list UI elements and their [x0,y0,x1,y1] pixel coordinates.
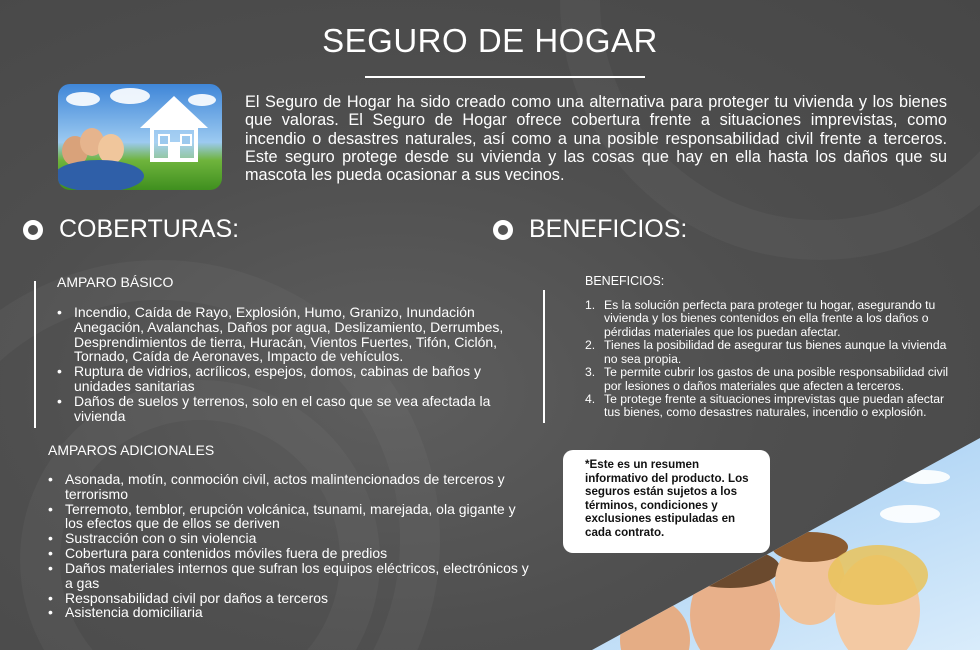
intro-paragraph: El Seguro de Hogar ha sido creado como una alternativa para proteger tu vivienda y los bienes que valoras. El Seguro de Hogar ofrece cobertura frente a situaciones imprevistas, como incendio o desastres naturales, así como a una posible responsabilidad civil frente a terceros. Este seguro protege desde su vivienda y las cosas que hay en ella hasta los daños que su mascota les pueda ocasionar a sus vecinos. [245,93,947,184]
list-item [585,299,960,339]
beneficios-heading-label: BENEFICIOS: [529,215,688,243]
person-shape [828,545,928,605]
list-item: • Cobertura para contenidos móviles fuera de predios [48,546,533,561]
coberturas-heading-label: COBERTURAS: [59,215,240,243]
amparo-basico-heading: AMPARO BÁSICO [57,274,174,290]
list-item [585,339,960,366]
list-item: • Sustracción con o sin violencia [48,531,533,546]
list-item: • Daños materiales internos que sufran los equipos eléctricos, electrónicos y a gas [48,561,533,591]
circle-bullet-icon [23,220,43,240]
list-item: • Incendio, Caída de Rayo, Explosión, Humo, Granizo, Inundación Anegación, Avalanchas, Daños por agua, Deslizamiento, Derrumbes, Desprendimientos de tierra, Huracán, Vientos Fuertes, Tifón, Ciclón, Tornado, Caída de Aeronaves, Impacto de vehículos. [57,305,527,364]
house-roof-shape [140,96,208,128]
list-item: • Asistencia domiciliaria [48,605,533,620]
list-text: Tienes la posibilidad de asegurar tus bienes aunque la vivienda no sea propia. [604,338,947,366]
person-shape [680,548,780,588]
beneficios-subheading: BENEFICIOS: [585,274,665,288]
list-text: Te permite cubrir los gastos de una posible responsabilidad civil por lesiones o daños materiales que afecten a terceros. [604,365,949,393]
beneficios-divider [543,290,545,423]
list-text: Te protege frente a situaciones imprevistas que puedan afectar tus bienes, como desastres naturales, incendio o explosión. [604,391,945,420]
list-item: • Asonada, motín, conmoción civil, actos malintencionados de terceros y terrorismo [48,472,533,502]
amparos-adicionales-heading: AMPAROS ADICIONALES [48,442,215,458]
list-number: 1. [585,298,596,312]
list-item: • Responsabilidad civil por daños a terceros [48,591,533,606]
cloud-shape [66,92,100,106]
list-number: 4. [585,391,596,406]
amparos-adicionales-list [48,472,533,620]
list-item [585,366,960,393]
family-house-image [58,84,222,190]
amparo-basico-list [57,305,527,424]
list-item: • Daños de suelos y terrenos, solo en el caso que se vea afectada la vivienda [57,394,527,424]
beneficios-heading [493,215,687,244]
person-shape [620,600,690,650]
circle-bullet-icon [493,220,513,240]
title-divider [365,76,645,78]
list-number: 3. [585,365,596,380]
house-window-shape [180,134,192,146]
page-title: SEGURO DE HOGAR [322,22,658,59]
person-shape [58,160,144,190]
list-item [585,393,960,420]
list-item: • Ruptura de vidrios, acrílicos, espejos, domos, cabinas de baños y unidades sanitarias [57,364,527,394]
cloud-shape [880,505,940,523]
beneficios-list [585,299,960,420]
list-text: Es la solución perfecta para proteger tu hogar, asegurando tu vivienda y los bienes contenidos en ella frente a los daños o pérdidas materiales que los puedan afectar. [604,298,936,339]
cloud-shape [900,470,950,484]
amparo-basico-divider [34,281,36,428]
coberturas-heading [23,215,239,244]
list-item: • Terremoto, temblor, erupción volcánica, tsunami, marejada, ola gigante y los efectos que de ellos se deriven [48,502,533,532]
disclaimer-note: *Este es un resumen informativo del producto. Los seguros están sujetos a los términos, condiciones y exclusiones estipuladas en cada contrato. [563,450,770,553]
house-door-shape [168,142,180,162]
list-number: 2. [585,338,596,353]
